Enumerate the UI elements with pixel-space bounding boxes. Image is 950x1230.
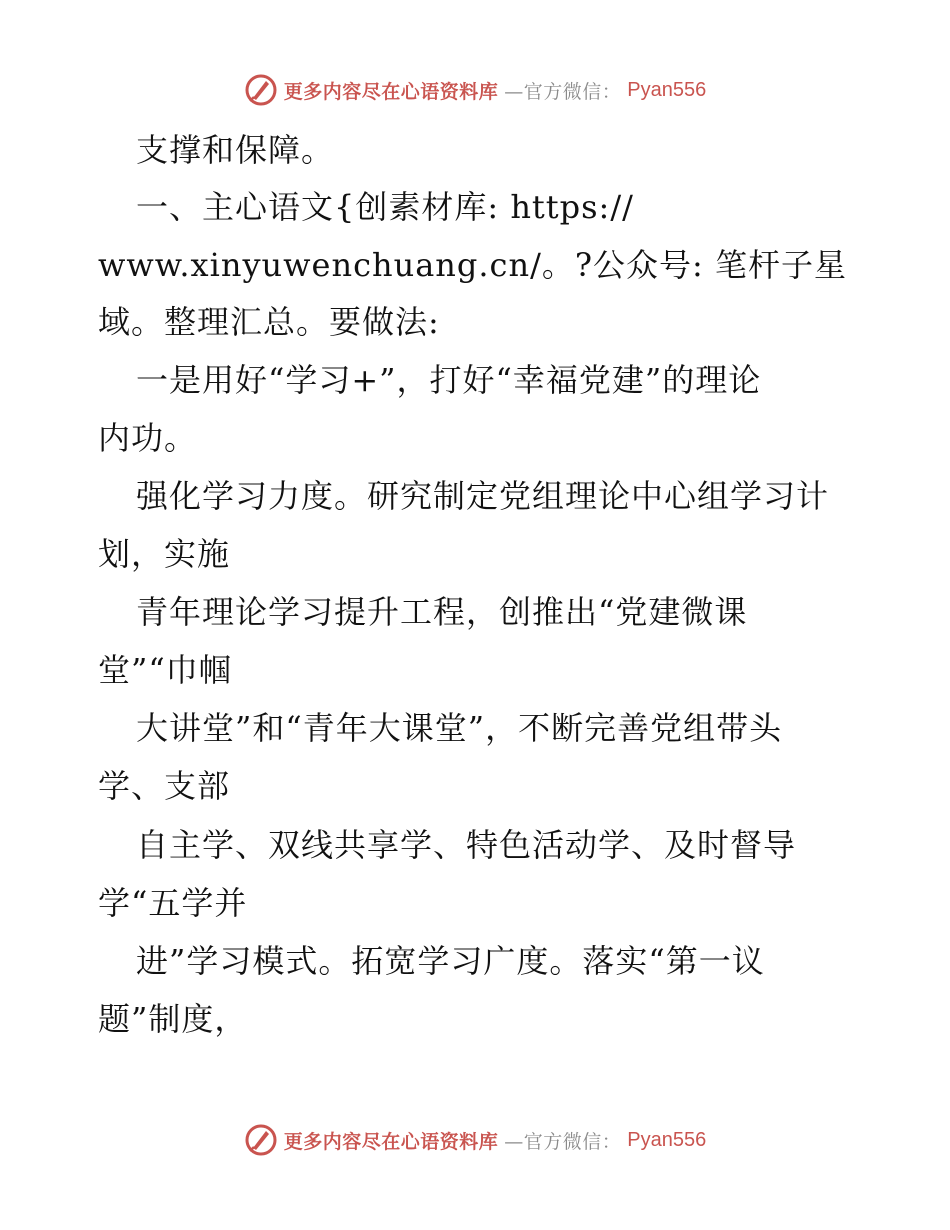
watermark-main-text: 更多内容尽在心语资料库	[283, 80, 499, 103]
text-line: 青年理论学习提升工程，创推出“党建微课	[136, 593, 748, 631]
text-line: 支撑和保障。	[136, 131, 335, 169]
text-line: 内功。	[98, 419, 198, 457]
quill-logo-icon	[244, 1123, 278, 1157]
text-line: 学、支部	[98, 767, 231, 805]
text-line: 自主学、双线共享学、特色活动学、及时督导	[136, 826, 797, 864]
footer-watermark	[0, 1120, 950, 1160]
text-line: 一、主心语文{创素材库: https://	[136, 188, 634, 226]
text-line: 一是用好“学习+”，打好“幸福党建”的理论	[136, 361, 762, 399]
watermark-group	[244, 73, 707, 107]
quill-logo-icon	[244, 73, 278, 107]
text-line: 堂”“巾帼	[98, 651, 232, 689]
watermark-sub-text: —官方微信：	[504, 1130, 622, 1153]
watermark-main-text: 更多内容尽在心语资料库	[283, 1130, 499, 1153]
watermark-sub-text: —官方微信：	[504, 80, 622, 103]
text-line: 题”制度，	[98, 1000, 248, 1038]
text-line: www.xinyuwenchuang.cn/。?公众号: 笔杆子星	[98, 246, 847, 284]
watermark-wechat-id: Pyan556	[627, 1128, 707, 1151]
text-line: 划，实施	[98, 535, 231, 573]
text-line: 学“五学并	[98, 884, 248, 922]
text-line: 进”学习模式。拓宽学习广度。落实“第一议	[136, 942, 765, 980]
watermark-wechat-id: Pyan556	[627, 78, 707, 101]
watermark-group	[244, 1123, 707, 1157]
text-line: 域。整理汇总。要做法:	[98, 303, 440, 341]
header-watermark	[0, 70, 950, 110]
text-line: 强化学习力度。研究制定党组理论中心组学习计	[136, 477, 830, 515]
text-line: 大讲堂”和“青年大课堂”，不断完善党组带头	[136, 709, 783, 747]
